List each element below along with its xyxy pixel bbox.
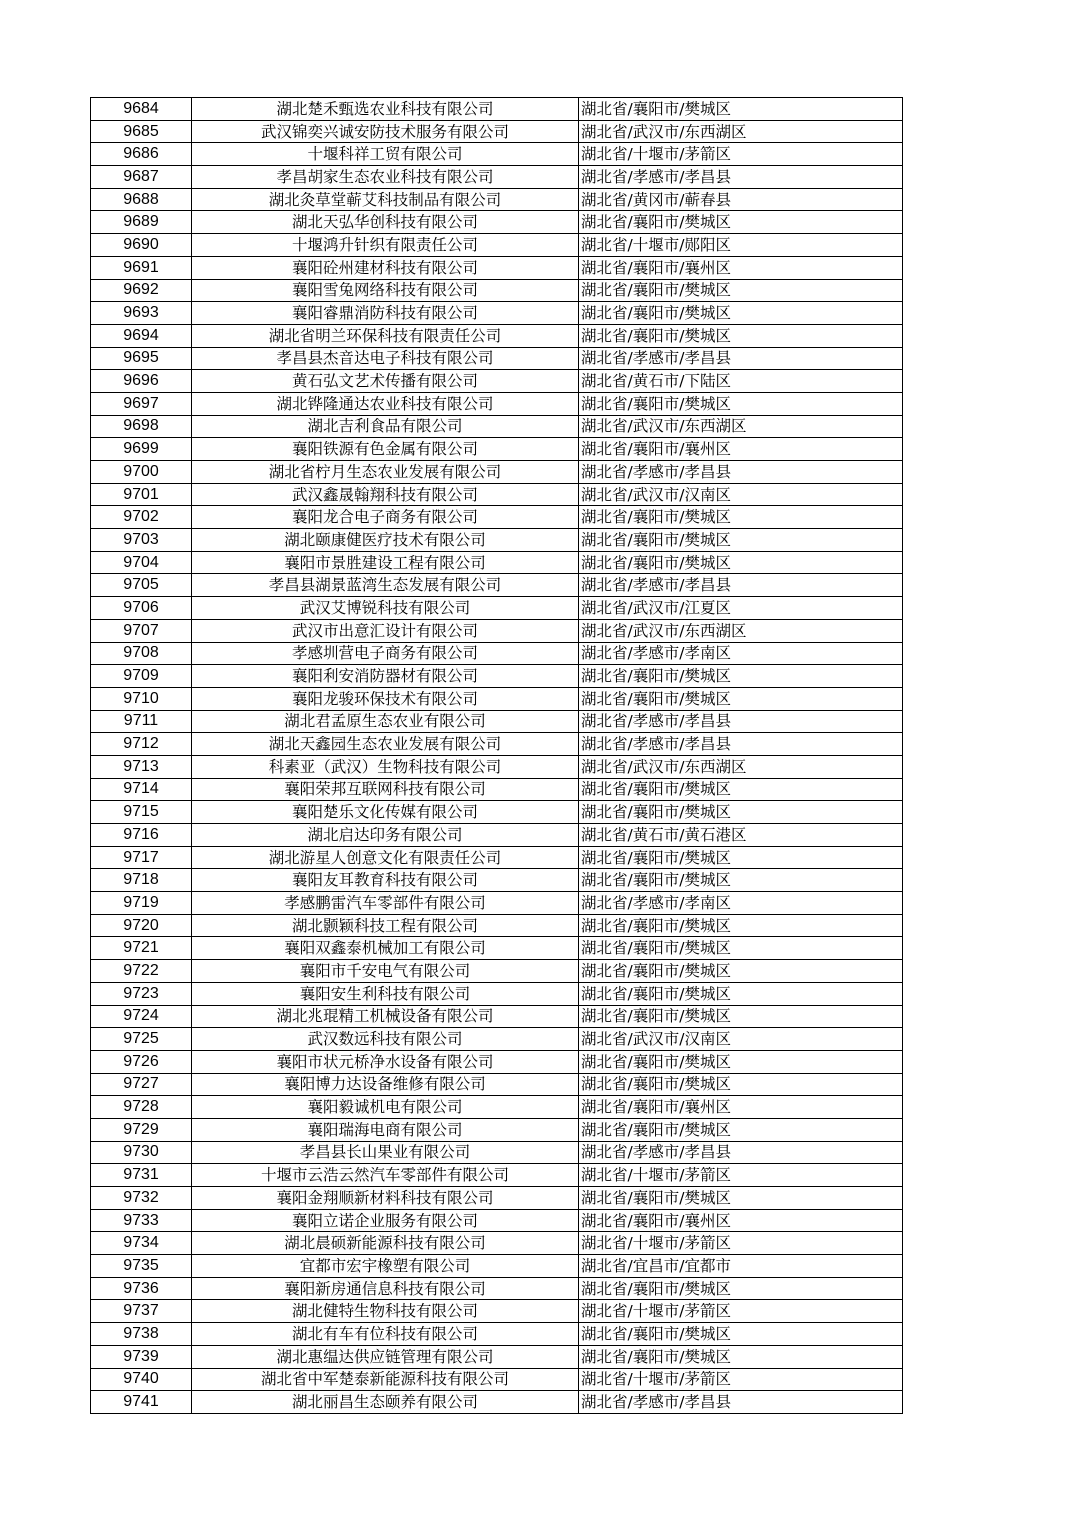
table-row (91, 914, 903, 937)
table-row (91, 188, 903, 211)
location: 湖北省/襄阳市/樊城区 (579, 687, 903, 710)
row-number: 9698 (91, 415, 192, 438)
row-number: 9693 (91, 302, 192, 325)
location: 湖北省/孝感市/孝昌县 (579, 461, 903, 484)
row-number: 9737 (91, 1300, 192, 1323)
table-row (91, 461, 903, 484)
location: 湖北省/十堰市/茅箭区 (579, 143, 903, 166)
company-name: 襄阳铁源有色金属有限公司 (192, 438, 579, 461)
row-number: 9727 (91, 1073, 192, 1096)
location: 湖北省/黄石市/下陆区 (579, 370, 903, 393)
row-number: 9710 (91, 687, 192, 710)
company-name: 武汉市出意汇设计有限公司 (192, 619, 579, 642)
row-number: 9686 (91, 143, 192, 166)
row-number: 9740 (91, 1368, 192, 1391)
location: 湖北省/孝感市/孝南区 (579, 892, 903, 915)
row-number: 9733 (91, 1209, 192, 1232)
row-number: 9709 (91, 665, 192, 688)
row-number: 9695 (91, 347, 192, 370)
row-number: 9723 (91, 982, 192, 1005)
location: 湖北省/孝感市/孝南区 (579, 642, 903, 665)
company-name: 孝昌胡家生态农业科技有限公司 (192, 166, 579, 189)
table-row (91, 211, 903, 234)
location: 湖北省/襄阳市/樊城区 (579, 529, 903, 552)
company-name: 湖北天弘华创科技有限公司 (192, 211, 579, 234)
company-name: 科素亚（武汉）生物科技有限公司 (192, 755, 579, 778)
location: 湖北省/襄阳市/樊城区 (579, 801, 903, 824)
table-row (91, 846, 903, 869)
table-row (91, 120, 903, 143)
location: 湖北省/武汉市/东西湖区 (579, 755, 903, 778)
location: 湖北省/孝感市/孝昌县 (579, 733, 903, 756)
location: 湖北省/武汉市/汉南区 (579, 483, 903, 506)
location: 湖北省/襄阳市/樊城区 (579, 1118, 903, 1141)
company-name: 湖北丽昌生态颐养有限公司 (192, 1391, 579, 1414)
company-name: 襄阳利安消防器材有限公司 (192, 665, 579, 688)
company-name: 襄阳龙骏环保技术有限公司 (192, 687, 579, 710)
row-number: 9707 (91, 619, 192, 642)
company-table (90, 97, 903, 1414)
company-name: 孝昌县湖景蓝湾生态发展有限公司 (192, 574, 579, 597)
table-row (91, 529, 903, 552)
row-number: 9703 (91, 529, 192, 552)
table-row (91, 370, 903, 393)
company-name: 孝感鹏雷汽车零部件有限公司 (192, 892, 579, 915)
table-row (91, 869, 903, 892)
table-row (91, 1368, 903, 1391)
table-row (91, 982, 903, 1005)
location: 湖北省/孝感市/孝昌县 (579, 166, 903, 189)
table-row (91, 937, 903, 960)
company-name: 襄阳立诺企业服务有限公司 (192, 1209, 579, 1232)
table-row (91, 98, 903, 121)
table-row (91, 1255, 903, 1278)
company-name: 十堰市云浩云然汽车零部件有限公司 (192, 1164, 579, 1187)
location: 湖北省/襄阳市/襄州区 (579, 256, 903, 279)
company-name: 襄阳市景胜建设工程有限公司 (192, 551, 579, 574)
row-number: 9705 (91, 574, 192, 597)
company-name: 湖北省明兰环保科技有限责任公司 (192, 324, 579, 347)
location: 湖北省/孝感市/孝昌县 (579, 1391, 903, 1414)
location: 湖北省/武汉市/东西湖区 (579, 619, 903, 642)
location: 湖北省/襄阳市/樊城区 (579, 1073, 903, 1096)
table-row (91, 324, 903, 347)
table-row (91, 392, 903, 415)
company-name: 湖北颢颖科技工程有限公司 (192, 914, 579, 937)
table-row (91, 506, 903, 529)
row-number: 9730 (91, 1141, 192, 1164)
company-name: 襄阳新房通信息科技有限公司 (192, 1277, 579, 1300)
company-name: 武汉鑫晟翰翔科技有限公司 (192, 483, 579, 506)
row-number: 9688 (91, 188, 192, 211)
table-row (91, 824, 903, 847)
table-row (91, 1005, 903, 1028)
company-name: 襄阳博力达设备维修有限公司 (192, 1073, 579, 1096)
location: 湖北省/襄阳市/樊城区 (579, 211, 903, 234)
row-number: 9711 (91, 710, 192, 733)
table-row (91, 1323, 903, 1346)
table-row (91, 279, 903, 302)
company-name: 湖北健特生物科技有限公司 (192, 1300, 579, 1323)
location: 湖北省/襄阳市/樊城区 (579, 1050, 903, 1073)
row-number: 9704 (91, 551, 192, 574)
location: 湖北省/孝感市/孝昌县 (579, 574, 903, 597)
location: 湖北省/黄冈市/蕲春县 (579, 188, 903, 211)
row-number: 9714 (91, 778, 192, 801)
company-name: 湖北铧隆通达农业科技有限公司 (192, 392, 579, 415)
location: 湖北省/襄阳市/樊城区 (579, 914, 903, 937)
location: 湖北省/襄阳市/樊城区 (579, 551, 903, 574)
company-name: 襄阳雪兔网络科技有限公司 (192, 279, 579, 302)
row-number: 9736 (91, 1277, 192, 1300)
row-number: 9739 (91, 1345, 192, 1368)
table-row (91, 483, 903, 506)
row-number: 9708 (91, 642, 192, 665)
table-row (91, 415, 903, 438)
company-name: 襄阳市状元桥净水设备有限公司 (192, 1050, 579, 1073)
company-name: 孝感圳营电子商务有限公司 (192, 642, 579, 665)
location: 湖北省/襄阳市/樊城区 (579, 982, 903, 1005)
location: 湖北省/襄阳市/樊城区 (579, 846, 903, 869)
table-row (91, 1232, 903, 1255)
table-row (91, 733, 903, 756)
company-name: 武汉锦奕兴诚安防技术服务有限公司 (192, 120, 579, 143)
location: 湖北省/襄阳市/樊城区 (579, 392, 903, 415)
location: 湖北省/襄阳市/樊城区 (579, 665, 903, 688)
row-number: 9690 (91, 234, 192, 257)
company-name: 襄阳友耳教育科技有限公司 (192, 869, 579, 892)
table-row (91, 256, 903, 279)
row-number: 9701 (91, 483, 192, 506)
row-number: 9697 (91, 392, 192, 415)
row-number: 9726 (91, 1050, 192, 1073)
table-row (91, 1345, 903, 1368)
location: 湖北省/襄阳市/樊城区 (579, 1323, 903, 1346)
location: 湖北省/襄阳市/樊城区 (579, 279, 903, 302)
company-name: 十堰鸿升针织有限责任公司 (192, 234, 579, 257)
company-name: 襄阳睿鼎消防科技有限公司 (192, 302, 579, 325)
company-name: 湖北楚禾甄选农业科技有限公司 (192, 98, 579, 121)
company-name: 武汉艾博锐科技有限公司 (192, 597, 579, 620)
row-number: 9721 (91, 937, 192, 960)
company-table-body (91, 98, 903, 1414)
location: 湖北省/襄阳市/樊城区 (579, 98, 903, 121)
table-row (91, 1277, 903, 1300)
company-name: 武汉数远科技有限公司 (192, 1028, 579, 1051)
company-name: 湖北君孟原生态农业有限公司 (192, 710, 579, 733)
row-number: 9700 (91, 461, 192, 484)
location: 湖北省/孝感市/孝昌县 (579, 1141, 903, 1164)
company-name: 襄阳金翔顺新材料科技有限公司 (192, 1187, 579, 1210)
company-name: 湖北吉利食品有限公司 (192, 415, 579, 438)
company-name: 襄阳毅诚机电有限公司 (192, 1096, 579, 1119)
row-number: 9724 (91, 1005, 192, 1028)
table-row (91, 687, 903, 710)
table-row (91, 347, 903, 370)
company-name: 湖北省中军楚泰新能源科技有限公司 (192, 1368, 579, 1391)
row-number: 9685 (91, 120, 192, 143)
row-number: 9717 (91, 846, 192, 869)
row-number: 9725 (91, 1028, 192, 1051)
table-row (91, 778, 903, 801)
location: 湖北省/襄阳市/樊城区 (579, 1345, 903, 1368)
table-row (91, 892, 903, 915)
row-number: 9731 (91, 1164, 192, 1187)
row-number: 9716 (91, 824, 192, 847)
row-number: 9699 (91, 438, 192, 461)
location: 湖北省/十堰市/茅箭区 (579, 1232, 903, 1255)
company-name: 湖北灸草堂蕲艾科技制品有限公司 (192, 188, 579, 211)
location: 湖北省/孝感市/孝昌县 (579, 347, 903, 370)
location: 湖北省/襄阳市/襄州区 (579, 1096, 903, 1119)
table-row (91, 710, 903, 733)
row-number: 9729 (91, 1118, 192, 1141)
company-name: 宜都市宏宇橡塑有限公司 (192, 1255, 579, 1278)
company-name: 湖北启达印务有限公司 (192, 824, 579, 847)
row-number: 9694 (91, 324, 192, 347)
table-row (91, 1187, 903, 1210)
company-name: 黄石弘文艺术传播有限公司 (192, 370, 579, 393)
company-name: 十堰科祥工贸有限公司 (192, 143, 579, 166)
company-name: 襄阳市千安电气有限公司 (192, 960, 579, 983)
row-number: 9691 (91, 256, 192, 279)
table-row (91, 1300, 903, 1323)
location: 湖北省/襄阳市/樊城区 (579, 506, 903, 529)
company-name: 湖北兆琨精工机械设备有限公司 (192, 1005, 579, 1028)
location: 湖北省/襄阳市/樊城区 (579, 937, 903, 960)
table-row (91, 234, 903, 257)
company-name: 湖北惠缊达供应链管理有限公司 (192, 1345, 579, 1368)
table-row (91, 1028, 903, 1051)
table-row (91, 574, 903, 597)
company-name: 湖北省柠月生态农业发展有限公司 (192, 461, 579, 484)
table-row (91, 1050, 903, 1073)
table-row (91, 755, 903, 778)
row-number: 9712 (91, 733, 192, 756)
company-name: 襄阳砼州建材科技有限公司 (192, 256, 579, 279)
location: 湖北省/襄阳市/樊城区 (579, 1277, 903, 1300)
row-number: 9719 (91, 892, 192, 915)
company-name: 襄阳安生利科技有限公司 (192, 982, 579, 1005)
company-name: 襄阳荣邦互联网科技有限公司 (192, 778, 579, 801)
row-number: 9692 (91, 279, 192, 302)
location: 湖北省/黄石市/黄石港区 (579, 824, 903, 847)
location: 湖北省/襄阳市/樊城区 (579, 324, 903, 347)
row-number: 9684 (91, 98, 192, 121)
company-name: 孝昌县长山果业有限公司 (192, 1141, 579, 1164)
company-name: 湖北有车有位科技有限公司 (192, 1323, 579, 1346)
row-number: 9718 (91, 869, 192, 892)
table-row (91, 801, 903, 824)
company-name: 孝昌县杰音达电子科技有限公司 (192, 347, 579, 370)
location: 湖北省/襄阳市/樊城区 (579, 869, 903, 892)
company-name: 湖北晨硕新能源科技有限公司 (192, 1232, 579, 1255)
table-row (91, 1073, 903, 1096)
row-number: 9738 (91, 1323, 192, 1346)
table-row (91, 960, 903, 983)
location: 湖北省/十堰市/茅箭区 (579, 1164, 903, 1187)
row-number: 9702 (91, 506, 192, 529)
location: 湖北省/武汉市/东西湖区 (579, 120, 903, 143)
table-row (91, 665, 903, 688)
location: 湖北省/孝感市/孝昌县 (579, 710, 903, 733)
table-row (91, 597, 903, 620)
company-name: 湖北游星人创意文化有限责任公司 (192, 846, 579, 869)
company-name: 襄阳瑞海电商有限公司 (192, 1118, 579, 1141)
location: 湖北省/襄阳市/樊城区 (579, 302, 903, 325)
table-row (91, 143, 903, 166)
row-number: 9689 (91, 211, 192, 234)
location: 湖北省/十堰市/茅箭区 (579, 1368, 903, 1391)
company-name: 湖北颐康健医疗技术有限公司 (192, 529, 579, 552)
row-number: 9687 (91, 166, 192, 189)
row-number: 9706 (91, 597, 192, 620)
row-number: 9720 (91, 914, 192, 937)
table-row (91, 1164, 903, 1187)
location: 湖北省/宜昌市/宜都市 (579, 1255, 903, 1278)
location: 湖北省/襄阳市/襄州区 (579, 438, 903, 461)
location: 湖北省/十堰市/郧阳区 (579, 234, 903, 257)
table-row (91, 1096, 903, 1119)
table-row (91, 1141, 903, 1164)
location: 湖北省/襄阳市/樊城区 (579, 1187, 903, 1210)
location: 湖北省/武汉市/汉南区 (579, 1028, 903, 1051)
table-row (91, 302, 903, 325)
row-number: 9728 (91, 1096, 192, 1119)
location: 湖北省/十堰市/茅箭区 (579, 1300, 903, 1323)
table-row (91, 438, 903, 461)
row-number: 9735 (91, 1255, 192, 1278)
table-row (91, 1209, 903, 1232)
row-number: 9734 (91, 1232, 192, 1255)
company-name: 湖北天鑫园生态农业发展有限公司 (192, 733, 579, 756)
location: 湖北省/襄阳市/樊城区 (579, 1005, 903, 1028)
location: 湖北省/襄阳市/襄州区 (579, 1209, 903, 1232)
company-name: 襄阳楚乐文化传媒有限公司 (192, 801, 579, 824)
location: 湖北省/武汉市/东西湖区 (579, 415, 903, 438)
row-number: 9741 (91, 1391, 192, 1414)
company-name: 襄阳龙合电子商务有限公司 (192, 506, 579, 529)
row-number: 9713 (91, 755, 192, 778)
row-number: 9696 (91, 370, 192, 393)
table-row (91, 1391, 903, 1414)
company-name: 襄阳双鑫泰机械加工有限公司 (192, 937, 579, 960)
row-number: 9715 (91, 801, 192, 824)
table-row (91, 166, 903, 189)
row-number: 9722 (91, 960, 192, 983)
table-row (91, 642, 903, 665)
location: 湖北省/襄阳市/樊城区 (579, 960, 903, 983)
row-number: 9732 (91, 1187, 192, 1210)
location: 湖北省/襄阳市/樊城区 (579, 778, 903, 801)
table-row (91, 1118, 903, 1141)
table-row (91, 551, 903, 574)
location: 湖北省/武汉市/江夏区 (579, 597, 903, 620)
table-row (91, 619, 903, 642)
